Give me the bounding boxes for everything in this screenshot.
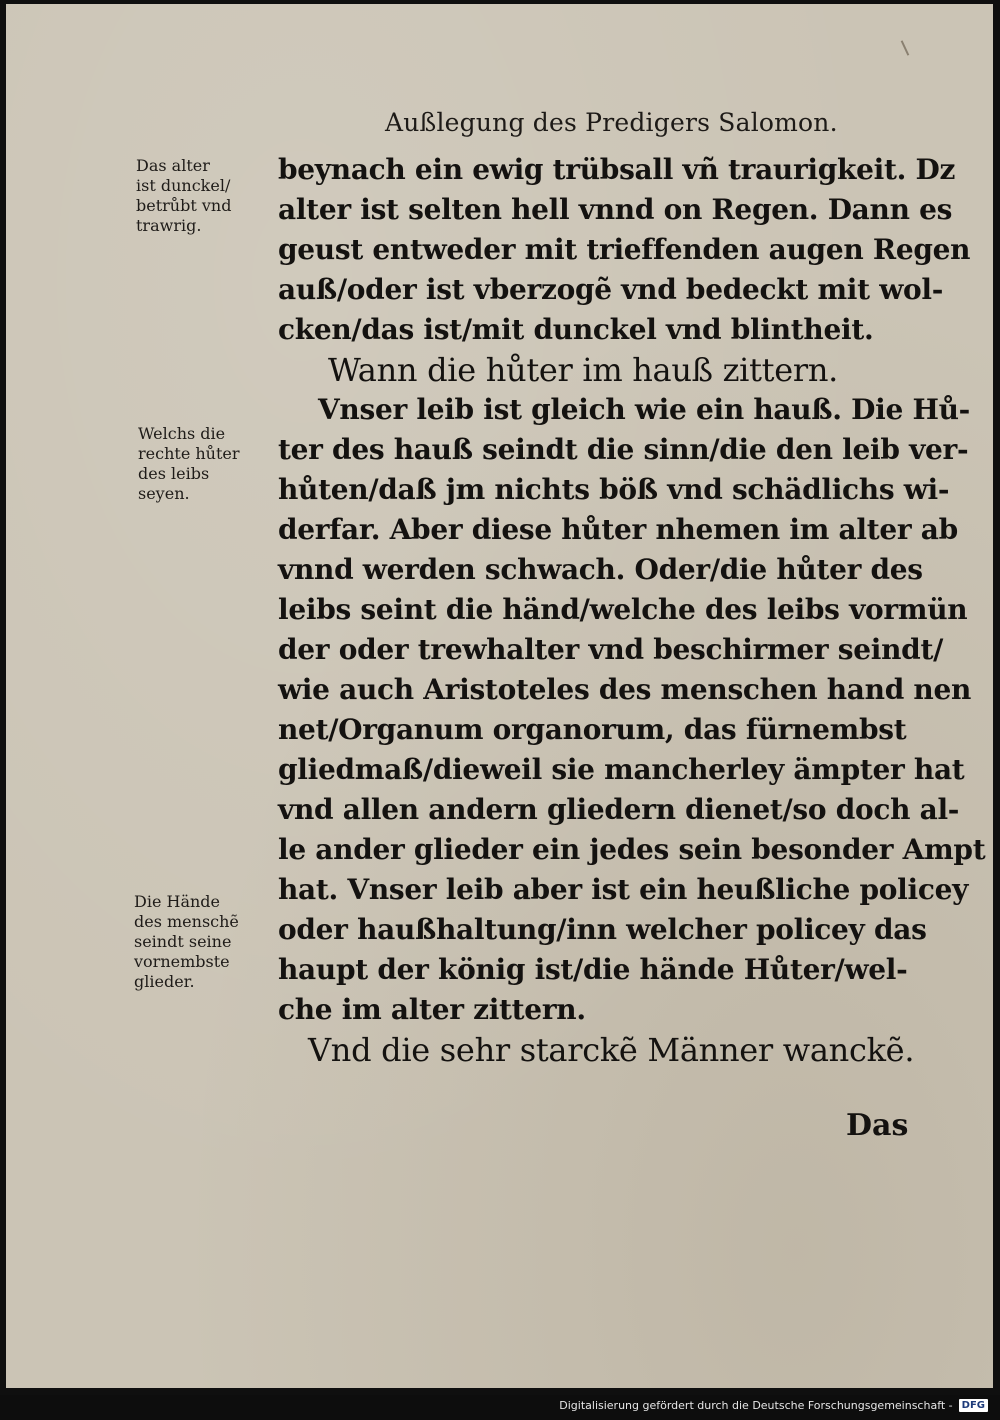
text-line: oder haußhaltung/inn welcher policey das — [278, 913, 927, 946]
marginal-note-line: betrůbt vnd — [136, 196, 232, 215]
marginal-note-line: des menschẽ — [134, 912, 239, 931]
section-heading: Vnd die sehr starckẽ Männer wanckẽ. — [308, 1031, 915, 1069]
text-line: che im alter zittern. — [278, 993, 586, 1026]
marginal-note-line: Das alter — [136, 156, 210, 175]
marginal-note — [134, 892, 239, 992]
text-line: leibs seint die händ/welche des leibs vormün — [278, 593, 968, 626]
text-line: hat. Vnser leib aber ist ein heußliche policey — [278, 873, 969, 906]
text-line: net/Organum organorum, das fürnembst — [278, 713, 907, 746]
section-heading: Wann die hůter im hauß zittern. — [328, 351, 839, 389]
text-line: Vnser leib ist gleich wie ein hauß. Die Hů- — [318, 393, 970, 426]
text-line: haupt der könig ist/die hände Hůter/wel- — [278, 953, 908, 986]
text-line: der oder trewhalter vnd beschirmer seindt/ — [278, 633, 944, 666]
marginal-note-line: rechte hůter — [138, 444, 240, 463]
marginal-note-line: trawrig. — [136, 216, 202, 235]
funding-credit: Digitalisierung gefördert durch die Deutsche Forschungsgemeinschaft - — [559, 1399, 953, 1412]
marginal-note-line: vornembste — [134, 952, 230, 971]
marginal-note-line: des leibs — [138, 464, 210, 483]
marginal-note-line: seyen. — [138, 484, 190, 503]
text-line: cken/das ist/mit dunckel vnd blintheit. — [278, 313, 874, 346]
text-line: hůten/daß jm nichts böß vnd schädlichs wi- — [278, 473, 950, 506]
marginal-note-line: Die Hände — [134, 892, 221, 911]
text-line: vnnd werden schwach. Oder/die hůter des — [278, 553, 923, 586]
marginal-note — [138, 424, 240, 504]
running-head: Außlegung des Predigers Salomon. — [385, 108, 838, 137]
marginal-note — [136, 156, 231, 236]
text-line: ter des hauß seindt die sinn/die den leib ver- — [278, 433, 969, 466]
text-line: wie auch Aristoteles des menschen hand nen — [278, 673, 972, 706]
text-line: beynach ein ewig trübsall vñ traurigkeit. Dz — [278, 153, 956, 186]
catchword: Das — [846, 1108, 909, 1143]
text-line: le ander glieder ein jedes sein besonder Ampt — [278, 833, 986, 866]
text-line: geust entweder mit trieffenden augen Regen — [278, 233, 971, 266]
page-blemish — [901, 40, 910, 55]
text-line: auß/oder ist vberzogẽ vnd bedeckt mit wol- — [278, 273, 944, 306]
text-line: alter ist selten hell vnnd on Regen. Dann es — [278, 193, 953, 226]
text-line: derfar. Aber diese hůter nhemen im alter ab — [278, 513, 958, 546]
text-line: gliedmaß/dieweil sie mancherley ämpter hat — [278, 753, 965, 786]
text-line: vnd allen andern gliedern dienet/so doch al- — [278, 793, 960, 826]
marginal-note-line: glieder. — [134, 972, 195, 991]
footer — [559, 1399, 988, 1412]
dfg-logo-icon: DFG — [959, 1399, 988, 1412]
main-text-block — [278, 150, 986, 1070]
marginal-note-line: seindt seine — [134, 932, 232, 951]
marginal-note-line: ist dunckel/ — [136, 176, 231, 195]
marginal-note-line: Welchs die — [138, 424, 226, 443]
